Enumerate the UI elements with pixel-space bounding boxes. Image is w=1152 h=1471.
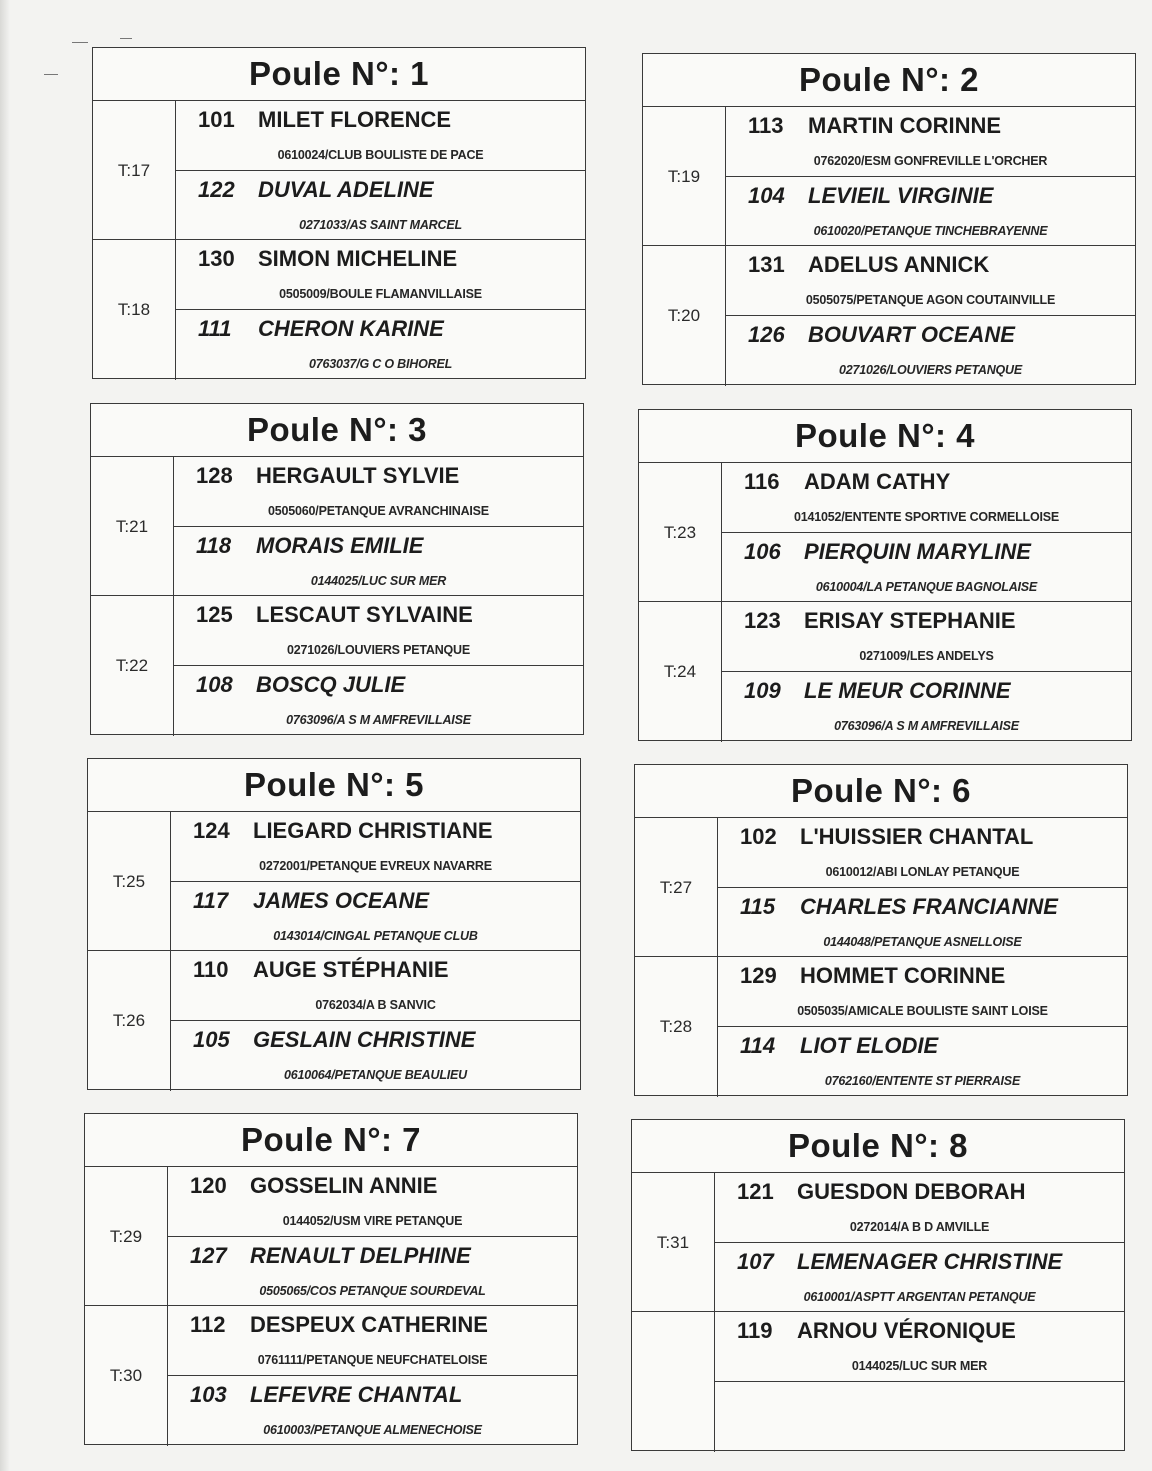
player-name: GESLAIN CHRISTINE (253, 1027, 476, 1052)
player-number: 108 (196, 672, 233, 697)
player-name: HERGAULT SYLVIE (256, 463, 460, 488)
player-club: 0272014/A B D AMVILLE (849, 1220, 990, 1234)
player-row (174, 457, 583, 526)
player-club: 0505035/AMICALE BOULISTE SAINT LOISE (797, 1004, 1048, 1018)
table-number: T:26 (88, 951, 171, 1091)
player-number: 125 (196, 602, 233, 627)
player-club: 0271033/AS SAINT MARCEL (299, 218, 462, 232)
player-number: 107 (737, 1249, 774, 1274)
poule-card (90, 403, 584, 735)
table-group (639, 601, 1131, 742)
player-row (174, 526, 583, 596)
table-number: T:24 (639, 602, 722, 742)
player-name-line (190, 1243, 573, 1269)
poule-title: Poule N°: 8 (632, 1120, 1124, 1173)
player-pair (168, 1167, 577, 1306)
player-row (722, 463, 1131, 532)
table-group (85, 1167, 577, 1306)
player-name: LESCAUT SYLVAINE (256, 602, 473, 627)
table-number: T:27 (635, 818, 718, 957)
table-number: T:23 (639, 463, 722, 602)
player-name-line (740, 824, 1123, 850)
player-name-line (198, 316, 581, 342)
player-club: 0610001/ASPTT ARGENTAN PETANQUE (803, 1290, 1036, 1304)
poule-title: Poule N°: 4 (639, 410, 1131, 463)
player-name: LIOT ELODIE (800, 1033, 939, 1058)
player-pair (171, 812, 580, 951)
player-club: 0762034/A B SANVIC (315, 998, 436, 1012)
poule-body (639, 463, 1131, 741)
player-pair (176, 240, 585, 380)
table-number: T:18 (93, 240, 176, 380)
scan-mark (120, 38, 132, 39)
player-name: LEFEVRE CHANTAL (250, 1382, 463, 1407)
player-name: LE MEUR CORINNE (804, 678, 1011, 703)
player-club: 0610064/PETANQUE BEAULIEU (283, 1068, 468, 1082)
player-name-line (190, 1382, 573, 1408)
player-club: 0610004/LA PETANQUE BAGNOLAISE (815, 580, 1038, 594)
player-name: ARNOU VÉRONIQUE (797, 1318, 1016, 1343)
player-number: 106 (744, 539, 781, 564)
table-group (632, 1311, 1124, 1452)
table-group (93, 101, 585, 240)
player-name-line (737, 1249, 1120, 1275)
player-name-line (744, 469, 1127, 495)
player-name: LIEGARD CHRISTIANE (253, 818, 493, 843)
player-row (176, 170, 585, 240)
player-pair (715, 1173, 1124, 1312)
player-number: 114 (740, 1033, 776, 1058)
player-name: ERISAY STEPHANIE (804, 608, 1016, 633)
player-number: 127 (190, 1243, 227, 1268)
player-name: LEMENAGER CHRISTINE (797, 1249, 1063, 1274)
player-name: MILET FLORENCE (258, 107, 452, 132)
poule-body (635, 818, 1127, 1096)
player-number: 121 (737, 1179, 774, 1204)
table-number: T:21 (91, 457, 174, 596)
player-row (176, 240, 585, 309)
player-club: 0763096/A S M AMFREVILLAISE (286, 713, 471, 727)
poule-card (92, 47, 586, 379)
poule-card (634, 764, 1128, 1096)
player-club: 0610012/ABI LONLAY PETANQUE (825, 865, 1020, 879)
poule-title: Poule N°: 5 (88, 759, 580, 812)
player-pair (726, 246, 1135, 386)
player-name: PIERQUIN MARYLINE (804, 539, 1031, 564)
player-name: CHARLES FRANCIANNE (800, 894, 1058, 919)
poule-body (93, 101, 585, 379)
player-row (718, 1026, 1127, 1096)
player-name: LEVIEIL VIRGINIE (808, 183, 994, 208)
table-number: T:28 (635, 957, 718, 1097)
player-row (726, 315, 1135, 385)
player-name: AUGE STÉPHANIE (253, 957, 449, 982)
player-name-line (196, 533, 579, 559)
player-club: 0505065/COS PETANQUE SOURDEVAL (259, 1284, 486, 1298)
player-name: SIMON MICHELINE (258, 246, 458, 271)
player-row (168, 1306, 577, 1375)
player-club: 0144048/PETANQUE ASNELLOISE (823, 935, 1022, 949)
player-number: 101 (198, 107, 235, 132)
player-club: 0762160/ENTENTE ST PIERRAISE (824, 1074, 1021, 1088)
player-name: DESPEUX CATHERINE (250, 1312, 488, 1337)
player-club: 0763037/G C O BIHOREL (308, 357, 453, 371)
table-number: T:22 (91, 596, 174, 736)
player-name: JAMES OCEANE (253, 888, 430, 913)
player-row (715, 1173, 1124, 1242)
table-group (643, 245, 1135, 386)
player-name-line (740, 963, 1123, 989)
player-pair (176, 101, 585, 240)
player-number: 113 (748, 113, 784, 138)
player-club: 0141052/ENTENTE SPORTIVE CORMELLOISE (793, 510, 1060, 524)
player-name: GUESDON DEBORAH (797, 1179, 1026, 1204)
player-pair (718, 818, 1127, 957)
player-club: 0505060/PETANQUE AVRANCHINAISE (268, 504, 489, 518)
player-row (718, 887, 1127, 957)
player-number: 129 (740, 963, 777, 988)
player-club: 0143014/CINGAL PETANQUE CLUB (273, 929, 478, 943)
player-club: 0762020/ESM GONFREVILLE L'ORCHER (813, 154, 1048, 168)
player-number: 126 (748, 322, 785, 347)
player-pair (171, 951, 580, 1091)
poule-card (631, 1119, 1125, 1451)
table-group (643, 107, 1135, 246)
player-number: 104 (748, 183, 785, 208)
player-row (726, 246, 1135, 315)
player-number: 120 (190, 1173, 227, 1198)
player-row (168, 1375, 577, 1445)
player-number: 112 (190, 1312, 226, 1337)
poule-body (91, 457, 583, 735)
table-number: T:30 (85, 1306, 168, 1446)
player-name: DUVAL ADELINE (258, 177, 434, 202)
player-name: ADAM CATHY (804, 469, 951, 494)
player-row (171, 812, 580, 881)
player-club: 0505009/BOULE FLAMANVILLAISE (279, 287, 482, 301)
player-name-line (198, 177, 581, 203)
poule-title: Poule N°: 2 (643, 54, 1135, 107)
scan-mark (44, 74, 58, 75)
player-club: 0271026/LOUVIERS PETANQUE (838, 363, 1023, 377)
player-number: 119 (737, 1318, 773, 1343)
player-pair (726, 107, 1135, 246)
player-name-line (744, 608, 1127, 634)
player-number: 122 (198, 177, 235, 202)
player-row (176, 101, 585, 170)
player-number: 116 (744, 469, 780, 494)
player-name-line (748, 183, 1131, 209)
player-name: CHERON KARINE (258, 316, 444, 341)
player-club: 0271009/LES ANDELYS (859, 649, 994, 663)
table-group (639, 463, 1131, 602)
poule-body (88, 812, 580, 1090)
table-number: T:17 (93, 101, 176, 240)
player-number: 130 (198, 246, 235, 271)
player-number: 128 (196, 463, 233, 488)
player-name-line (196, 602, 579, 628)
table-group (88, 950, 580, 1091)
player-row (171, 951, 580, 1020)
player-name-line (748, 252, 1131, 278)
table-group (85, 1305, 577, 1446)
player-name: L'HUISSIER CHANTAL (800, 824, 1034, 849)
table-group (93, 239, 585, 380)
player-name: BOUVART OCEANE (808, 322, 1015, 347)
player-name-line (740, 894, 1123, 920)
player-number: 110 (193, 957, 229, 982)
player-number: 124 (193, 818, 230, 843)
player-name-line (737, 1179, 1120, 1205)
player-name-line (748, 113, 1131, 139)
poule-title: Poule N°: 1 (93, 48, 585, 101)
player-club: 0763096/A S M AMFREVILLAISE (834, 719, 1019, 733)
player-pair (174, 457, 583, 596)
table-number: T:31 (632, 1173, 715, 1312)
player-pair (168, 1306, 577, 1446)
poule-card (87, 758, 581, 1090)
player-row (715, 1242, 1124, 1312)
player-club: 0144025/LUC SUR MER (310, 574, 447, 588)
table-group (632, 1173, 1124, 1312)
poule-body (643, 107, 1135, 385)
player-club: 0505075/PETANQUE AGON COUTAINVILLE (805, 293, 1056, 307)
player-name: ADELUS ANNICK (808, 252, 990, 277)
player-name: MORAIS EMILIE (256, 533, 424, 558)
player-club: 0144025/LUC SUR MER (851, 1359, 988, 1373)
player-row (726, 107, 1135, 176)
player-row (174, 596, 583, 665)
player-number: 111 (198, 316, 232, 341)
player-number: 102 (740, 824, 777, 849)
player-name-line (737, 1318, 1120, 1344)
player-number: 109 (744, 678, 781, 703)
poule-title: Poule N°: 3 (91, 404, 583, 457)
player-name: GOSSELIN ANNIE (250, 1173, 438, 1198)
player-number: 105 (193, 1027, 230, 1052)
player-club: 0610003/PETANQUE ALMENECHOISE (263, 1423, 482, 1437)
player-pair (718, 957, 1127, 1097)
poule-card (642, 53, 1136, 385)
player-name-line (190, 1173, 573, 1199)
player-name-line (744, 539, 1127, 565)
player-row (722, 532, 1131, 602)
player-row (176, 309, 585, 379)
player-name-line (193, 1027, 576, 1053)
player-row (171, 881, 580, 951)
player-name-line (748, 322, 1131, 348)
player-club: 0272001/PETANQUE EVREUX NAVARRE (259, 859, 492, 873)
player-row (168, 1167, 577, 1236)
player-row (718, 818, 1127, 887)
player-pair (174, 596, 583, 736)
table-group (91, 457, 583, 596)
player-name-line (744, 678, 1127, 704)
table-number: T:25 (88, 812, 171, 951)
player-name-line (190, 1312, 573, 1338)
player-name-line (198, 246, 581, 272)
player-row (715, 1381, 1124, 1451)
table-group (88, 812, 580, 951)
table-number (632, 1312, 715, 1452)
player-name-line (196, 672, 579, 698)
player-row (722, 602, 1131, 671)
table-group (635, 818, 1127, 957)
player-number: 115 (740, 894, 776, 919)
poule-card (638, 409, 1132, 741)
player-name-line (193, 818, 576, 844)
player-number: 117 (193, 888, 229, 913)
player-name: RENAULT DELPHINE (250, 1243, 471, 1268)
table-group (635, 956, 1127, 1097)
table-number: T:20 (643, 246, 726, 386)
player-club: 0761111/PETANQUE NEUFCHATELOISE (257, 1353, 488, 1367)
player-number: 103 (190, 1382, 227, 1407)
poule-title: Poule N°: 6 (635, 765, 1127, 818)
player-number: 123 (744, 608, 781, 633)
player-club: 0610024/CLUB BOULISTE DE PACE (277, 148, 484, 162)
table-group (91, 595, 583, 736)
table-number: T:29 (85, 1167, 168, 1306)
player-number: 118 (196, 533, 232, 558)
player-row (715, 1312, 1124, 1381)
player-row (168, 1236, 577, 1306)
player-name: BOSCQ JULIE (256, 672, 406, 697)
player-number: 131 (748, 252, 785, 277)
player-pair (722, 463, 1131, 602)
player-name-line (193, 957, 576, 983)
page-edge (0, 0, 10, 1471)
player-pair (722, 602, 1131, 742)
player-name-line (193, 888, 576, 914)
player-row (174, 665, 583, 735)
poule-title: Poule N°: 7 (85, 1114, 577, 1167)
player-name-line (737, 1388, 1120, 1414)
player-name-line (196, 463, 579, 489)
table-number: T:19 (643, 107, 726, 246)
poule-body (632, 1173, 1124, 1451)
player-pair (715, 1312, 1124, 1452)
poule-body (85, 1167, 577, 1445)
player-row (171, 1020, 580, 1090)
player-club: 0610020/PETANQUE TINCHEBRAYENNE (813, 224, 1048, 238)
player-name: HOMMET CORINNE (800, 963, 1006, 988)
player-name-line (740, 1033, 1123, 1059)
player-name: MARTIN CORINNE (808, 113, 1002, 138)
player-club: 0271026/LOUVIERS PETANQUE (286, 643, 471, 657)
scan-mark (72, 42, 88, 43)
player-name-line (198, 107, 581, 133)
player-club: 0144052/USM VIRE PETANQUE (282, 1214, 463, 1228)
player-row (726, 176, 1135, 246)
player-row (718, 957, 1127, 1026)
player-row (722, 671, 1131, 741)
poule-card (84, 1113, 578, 1445)
